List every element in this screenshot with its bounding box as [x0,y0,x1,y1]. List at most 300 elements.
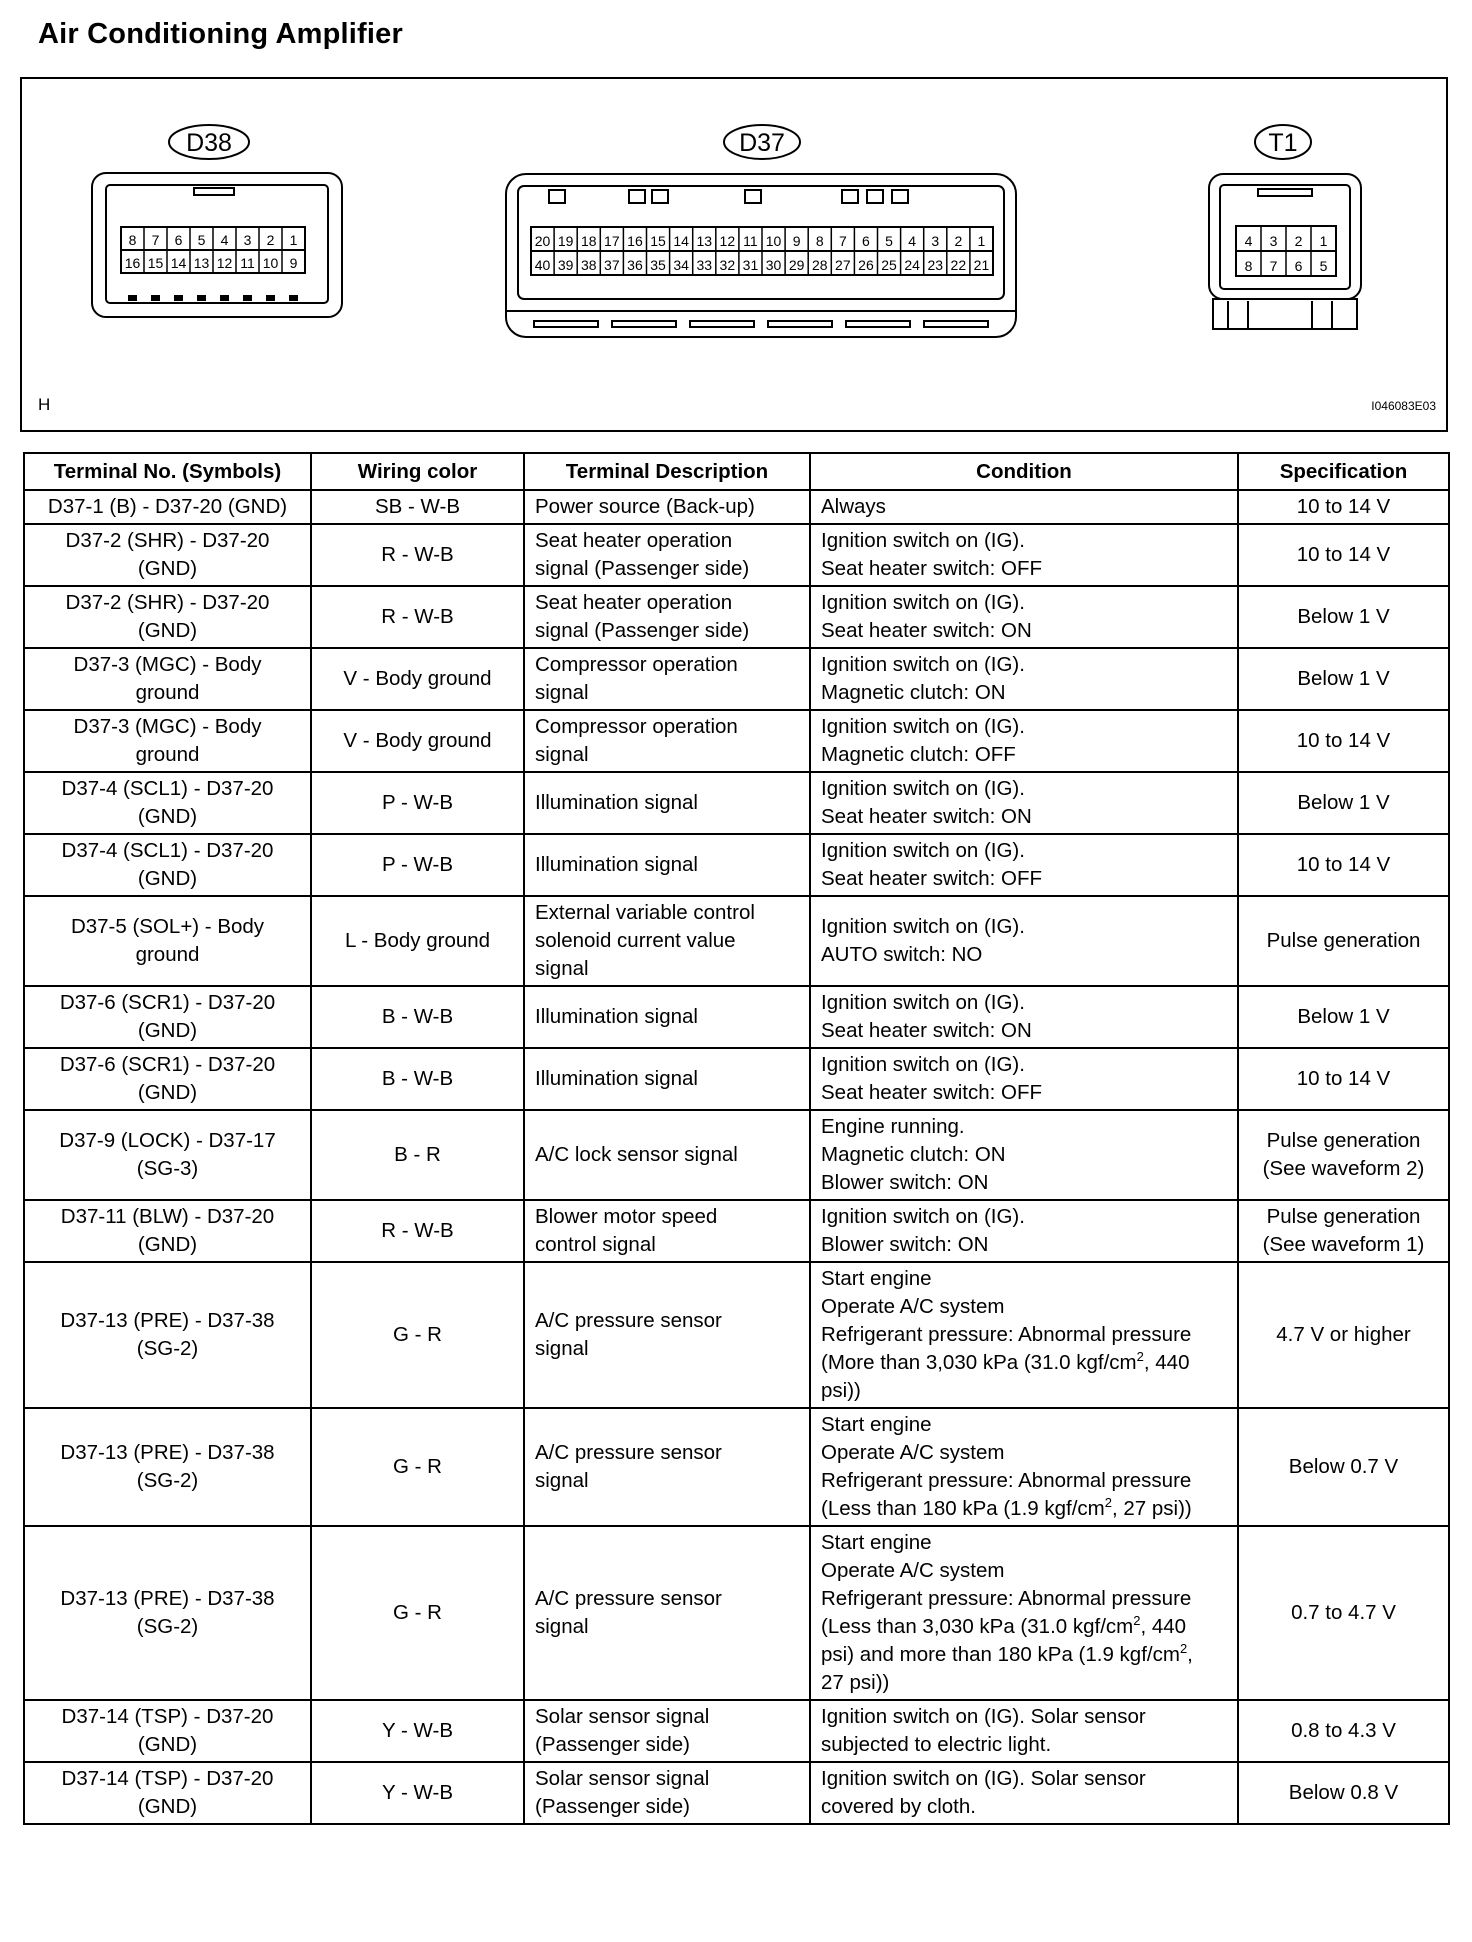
condition-line: Operate A/C system [821,1559,1005,1582]
wiring-color: Y - W-B [382,1719,453,1742]
condition-line: Start engine [821,1267,932,1290]
spec-line: (See waveform 1) [1262,1233,1425,1256]
header-terminal: Terminal No. (Symbols) [24,453,311,490]
cell-wiring [311,648,524,710]
condition-line: Magnetic clutch: ON [821,681,1006,704]
d37-latch [867,190,883,203]
spec-line: 10 to 14 V [1296,495,1391,518]
page-title: Air Conditioning Amplifier [38,18,403,50]
figure-letter: H [38,395,51,414]
cell-wiring [311,1700,524,1762]
d37-pin-number: 20 [534,233,551,249]
condition-line: psi) and more than 180 kPa (1.9 kgf/$cm^2$, [821,1641,1193,1666]
d37-pin-number: 9 [792,233,801,249]
cell-wiring [311,1200,524,1262]
d37-slot [690,321,754,327]
d37-pin-number: 32 [719,257,736,273]
condition-line: Seat heater switch: OFF [821,557,1043,580]
spec-line: 0.8 to 4.3 V [1291,1719,1396,1742]
cell-specification [1238,1262,1449,1408]
spec-line: Below 1 V [1297,1005,1390,1028]
description-line: A/C pressure sensor [535,1441,722,1464]
d37-pin-number: 35 [650,257,666,273]
cell-description [524,490,810,524]
d37-pin-number: 17 [604,233,620,249]
d37-pin-number: 38 [580,257,597,273]
cell-condition [810,648,1238,710]
wiring-color: G - R [393,1601,442,1624]
header-wiring: Wiring color [311,453,524,490]
condition-line: Blower switch: ON [821,1233,989,1256]
cell-description [524,1762,810,1824]
d37-pin-number: 1 [977,233,986,249]
d37-pin-number: 40 [534,257,551,273]
t1-base [1213,299,1357,329]
spec-line: Below 0.7 V [1288,1455,1399,1478]
condition-line: covered by cloth. [821,1795,976,1818]
cell-wiring [311,1110,524,1200]
spec-line: Below 0.8 V [1288,1781,1399,1804]
d38-pin-number: 12 [216,255,233,271]
table-row [24,490,1449,524]
cell-description [524,524,810,586]
cell-wiring [311,772,524,834]
cell-description [524,896,810,986]
cell-specification [1238,648,1449,710]
d37-pin-number: 27 [835,257,851,273]
cell-specification [1238,710,1449,772]
cell-condition [810,1262,1238,1408]
cell-specification [1238,772,1449,834]
d38-pin-number: 16 [124,255,141,271]
description-line: Compressor operation [535,715,738,738]
wiring-color: G - R [393,1455,442,1478]
cell-specification [1238,1762,1449,1824]
cell-condition [810,524,1238,586]
cell-condition [810,710,1238,772]
spec-line: Pulse generation [1266,1205,1421,1228]
condition-line: Ignition switch on (IG). [821,591,1025,614]
cell-description [524,586,810,648]
description-line: signal [535,681,589,704]
terminal-line: D37-13 (PRE) - D37-38 [60,1441,275,1464]
cell-wiring [311,524,524,586]
cell-condition [810,772,1238,834]
cell-description [524,648,810,710]
cell-specification [1238,896,1449,986]
condition-line: Ignition switch on (IG). [821,1053,1025,1076]
header-condition: Condition [810,453,1238,490]
superscript: 2 [1179,1641,1188,1657]
wiring-color: G - R [393,1323,442,1346]
condition-line: Engine running. [821,1115,965,1138]
d37-pin-number: 4 [908,233,917,249]
t1-pin-number: 8 [1244,258,1253,274]
d37-pin-number: 13 [696,233,713,249]
d38-pin-tab [243,295,252,301]
terminal-line: (GND) [137,557,198,580]
table-row [24,710,1449,772]
description-line: External variable control [535,901,755,924]
cell-condition [810,490,1238,524]
condition-line: Ignition switch on (IG). [821,991,1025,1014]
description-line: signal [535,1615,589,1638]
d37-slot [924,321,988,327]
cell-description [524,1048,810,1110]
condition-line: Operate A/C system [821,1441,1005,1464]
t1-inner [1220,185,1350,289]
condition-line: AUTO switch: NO [821,943,983,966]
description-line: Compressor operation [535,653,738,676]
d37-pin-number: 14 [673,233,689,249]
description-line: Illumination signal [535,1005,698,1028]
cell-specification [1238,834,1449,896]
cell-condition [810,896,1238,986]
condition-line: 27 psi)) [821,1671,890,1694]
cell-terminal [24,648,311,710]
condition-line: Magnetic clutch: ON [821,1143,1006,1166]
d37-slot [846,321,910,327]
terminal-line: (GND) [137,805,198,828]
cell-terminal [24,834,311,896]
condition-line: Refrigerant pressure: Abnormal pressure [821,1323,1192,1346]
d37-pin-number: 30 [765,257,782,273]
terminal-line: D37-14 (TSP) - D37-20 [61,1767,274,1790]
d38-pin-tab [266,295,275,301]
cell-specification [1238,1200,1449,1262]
superscript: 2 [1133,1613,1141,1629]
condition-line: (Less than 180 kPa (1.9 kgf/$cm^2$, 27 psi)) [821,1495,1192,1520]
d37-pin-number: 31 [742,257,759,273]
terminal-line: (GND) [137,1795,198,1818]
cell-specification [1238,490,1449,524]
t1-label: T1 [1268,129,1298,157]
terminal-line: D37-13 (PRE) - D37-38 [60,1587,275,1610]
condition-line: Refrigerant pressure: Abnormal pressure [821,1469,1192,1492]
d38-pin-number: 2 [266,232,275,248]
table-row [24,586,1449,648]
description-line: (Passenger side) [535,1795,690,1818]
table-row [24,834,1449,896]
d37-pin-number: 16 [627,233,643,249]
table-row [24,772,1449,834]
terminal-line: D37-3 (MGC) - Body [73,715,262,738]
condition-line: Seat heater switch: ON [821,619,1032,642]
condition-line: Start engine [821,1413,932,1436]
spec-line: 10 to 14 V [1296,543,1391,566]
cell-terminal [24,896,311,986]
d38-pin-number: 9 [289,255,298,271]
cell-condition [810,1700,1238,1762]
cell-description [524,1262,810,1408]
d37-pin-number: 28 [811,257,828,273]
condition-line: Ignition switch on (IG). [821,653,1025,676]
cell-condition [810,586,1238,648]
cell-specification [1238,1526,1449,1700]
cell-description [524,772,810,834]
d37-pin-number: 12 [719,233,736,249]
terminal-line: D37-6 (SCR1) - D37-20 [59,991,276,1014]
d37-pin-number: 34 [673,257,689,273]
d38-pin-tab [174,295,183,301]
table-row [24,1048,1449,1110]
d37-pin-number: 2 [954,233,963,249]
wiring-color: V - Body ground [343,729,492,752]
d38-pin-tab [151,295,160,301]
connector-diagram [22,79,1446,430]
condition-line: (More than 3,030 kPa (31.0 kgf/$cm^2$, 440 [821,1349,1190,1374]
terminal-line: D37-13 (PRE) - D37-38 [60,1309,275,1332]
terminal-line: (GND) [137,1733,198,1756]
cell-terminal [24,1526,311,1700]
table-row [24,896,1449,986]
cell-wiring [311,1762,524,1824]
cell-wiring [311,586,524,648]
d38-key [194,188,234,195]
cell-wiring [311,490,524,524]
wiring-color: L - Body ground [344,929,491,952]
spec-line: Pulse generation [1266,929,1421,952]
d38-pin-number: 15 [147,255,164,271]
description-line: solenoid current value [535,929,736,952]
table-row [24,986,1449,1048]
description-line: signal [535,957,589,980]
cell-condition [810,1110,1238,1200]
description-line: Seat heater operation [535,529,733,552]
t1-pin-number: 4 [1244,233,1253,249]
table-row [24,1262,1449,1408]
cell-terminal [24,1200,311,1262]
d38-pin-number: 10 [262,255,279,271]
table-row [24,1526,1449,1700]
description-line: A/C pressure sensor [535,1309,722,1332]
terminal-line: D37-3 (MGC) - Body [73,653,262,676]
spec-line: 10 to 14 V [1296,1067,1391,1090]
terminal-line: D37-4 (SCL1) - D37-20 [61,777,274,800]
condition-line: Magnetic clutch: OFF [821,743,1016,766]
d38-pin-number: 11 [240,255,255,271]
d37-pin-number: 10 [765,233,782,249]
t1-pin-number: 1 [1319,233,1328,249]
terminal-line: (GND) [137,619,198,642]
header-specification: Specification [1238,453,1449,490]
d37-slot [768,321,832,327]
description-line: A/C pressure sensor [535,1587,722,1610]
d38-pin-tab [128,295,137,301]
d37-pin-number: 7 [838,233,847,249]
cell-condition [810,1200,1238,1262]
terminal-line: D37-11 (BLW) - D37-20 [60,1205,275,1228]
condition-line: Blower switch: ON [821,1171,989,1194]
terminal-line: ground [135,743,200,766]
terminal-line: (GND) [137,867,198,890]
table-row [24,1110,1449,1200]
superscript: 2 [1136,1349,1144,1365]
terminal-line: D37-14 (TSP) - D37-20 [61,1705,274,1728]
condition-line: Seat heater switch: OFF [821,1081,1043,1104]
d37-pin-number: 39 [557,257,574,273]
cell-description [524,1110,810,1200]
cell-wiring [311,896,524,986]
spec-line: Below 1 V [1297,605,1390,628]
condition-line: Refrigerant pressure: Abnormal pressure [821,1587,1192,1610]
terminal-line: D37-2 (SHR) - D37-20 [65,529,270,552]
spec-line: (See waveform 2) [1262,1157,1425,1180]
terminal-line: (SG-2) [136,1337,199,1360]
d37-pin-number: 19 [557,233,574,249]
cell-description [524,1700,810,1762]
table-row [24,1408,1449,1526]
d38-label: D38 [186,129,232,157]
description-line: Illumination signal [535,853,698,876]
description-line: control signal [535,1233,656,1256]
cell-description [524,986,810,1048]
cell-terminal [24,1408,311,1526]
description-line: A/C lock sensor signal [535,1143,738,1166]
terminal-line: D37-6 (SCR1) - D37-20 [59,1053,276,1076]
d37-latch [892,190,908,203]
table-row [24,648,1449,710]
cell-specification [1238,1110,1449,1200]
condition-line: Ignition switch on (IG). [821,839,1025,862]
cell-specification [1238,1700,1449,1762]
spec-line: Pulse generation [1266,1129,1421,1152]
d37-pin-number: 11 [743,233,758,249]
wiring-color: V - Body ground [343,667,492,690]
t1-pin-number: 3 [1269,233,1278,249]
spec-line: 10 to 14 V [1296,729,1391,752]
spec-line: Below 1 V [1297,667,1390,690]
d37-latch [652,190,668,203]
d37-pin-number: 6 [862,233,870,249]
table-header-row [24,453,1449,490]
cell-description [524,834,810,896]
cell-description [524,1526,810,1700]
description-line: Seat heater operation [535,591,733,614]
cell-terminal [24,1762,311,1824]
t1-pin-number: 6 [1294,258,1303,274]
wiring-color: P - W-B [382,791,453,814]
description-line: signal (Passenger side) [535,557,750,580]
cell-description [524,710,810,772]
cell-terminal [24,524,311,586]
cell-wiring [311,1262,524,1408]
terminal-line: D37-9 (LOCK) - D37-17 [59,1129,276,1152]
spec-line: Below 1 V [1297,791,1390,814]
d37-label: D37 [739,129,785,157]
d37-pin-number: 26 [858,257,874,273]
figure-code: I046083E03 [1371,399,1436,413]
cell-condition [810,1408,1238,1526]
description-line: signal [535,1469,589,1492]
wiring-color: R - W-B [381,605,454,628]
d37-pin-number: 29 [788,257,805,273]
terminal-line: (GND) [137,1081,198,1104]
d38-pin-number: 5 [197,232,206,248]
spec-line: 10 to 14 V [1296,853,1391,876]
cell-terminal [24,1110,311,1200]
d37-pin-number: 36 [627,257,643,273]
terminal-line: D37-2 (SHR) - D37-20 [65,591,270,614]
wiring-color: R - W-B [381,543,454,566]
condition-line: Ignition switch on (IG). [821,529,1025,552]
cell-condition [810,1762,1238,1824]
d37-pin-number: 21 [973,257,990,273]
cell-terminal [24,986,311,1048]
cell-terminal [24,772,311,834]
condition-line: Ignition switch on (IG). [821,1205,1025,1228]
terminal-line: ground [135,681,200,704]
d37-latch [629,190,645,203]
cell-specification [1238,1408,1449,1526]
d37-pin-number: 3 [931,233,940,249]
cell-terminal [24,1048,311,1110]
d38-pin-number: 6 [174,232,183,248]
description-line: signal [535,1337,589,1360]
cell-condition [810,1048,1238,1110]
description-line: signal (Passenger side) [535,619,750,642]
table-row [24,1700,1449,1762]
d38-pin-number: 1 [289,232,298,248]
d37-slot [612,321,676,327]
table-row [24,524,1449,586]
description-line: Solar sensor signal [535,1705,710,1728]
d37-pin-number: 15 [650,233,666,249]
cell-terminal [24,586,311,648]
cell-condition [810,1526,1238,1700]
d38-pin-number: 4 [220,232,229,248]
d37-latch [549,190,565,203]
d37-pin-number: 5 [885,233,893,249]
t1-housing [1209,174,1361,299]
condition-line: Seat heater switch: OFF [821,867,1043,890]
spec-line: 0.7 to 4.7 V [1291,1601,1396,1624]
wiring-color: B - W-B [381,1067,454,1090]
d37-pin-number: 24 [904,257,920,273]
d37-pin-number: 22 [950,257,967,273]
cell-specification [1238,1048,1449,1110]
d38-pin-number: 13 [193,255,210,271]
cell-condition [810,834,1238,896]
wiring-color: Y - W-B [382,1781,453,1804]
cell-condition [810,986,1238,1048]
d37-slot [534,321,598,327]
condition-line: Ignition switch on (IG). [821,915,1025,938]
terminal-line: D37-5 (SOL+) - Body [70,915,265,938]
d37-latch [745,190,761,203]
t1-pin-number: 2 [1294,233,1303,249]
terminal-line: ground [135,943,200,966]
description-line: Illumination signal [535,1067,698,1090]
condition-line: Operate A/C system [821,1295,1005,1318]
description-line: (Passenger side) [535,1733,690,1756]
terminal-line: (SG-2) [136,1469,199,1492]
description-line: Power source (Back-up) [535,495,755,518]
d37-pin-number: 18 [580,233,597,249]
cell-wiring [311,1048,524,1110]
d38-pin-number: 8 [128,232,137,248]
wiring-color: B - W-B [381,1005,454,1028]
condition-line: Always [821,495,886,518]
terminal-line: (SG-2) [136,1615,199,1638]
terminal-line: (SG-3) [136,1157,199,1180]
terminal-table [23,452,1450,1825]
cell-description [524,1200,810,1262]
d37-pin-number: 37 [604,257,620,273]
t1-key [1258,189,1312,196]
cell-wiring [311,1408,524,1526]
terminal-line: (GND) [137,1019,198,1042]
